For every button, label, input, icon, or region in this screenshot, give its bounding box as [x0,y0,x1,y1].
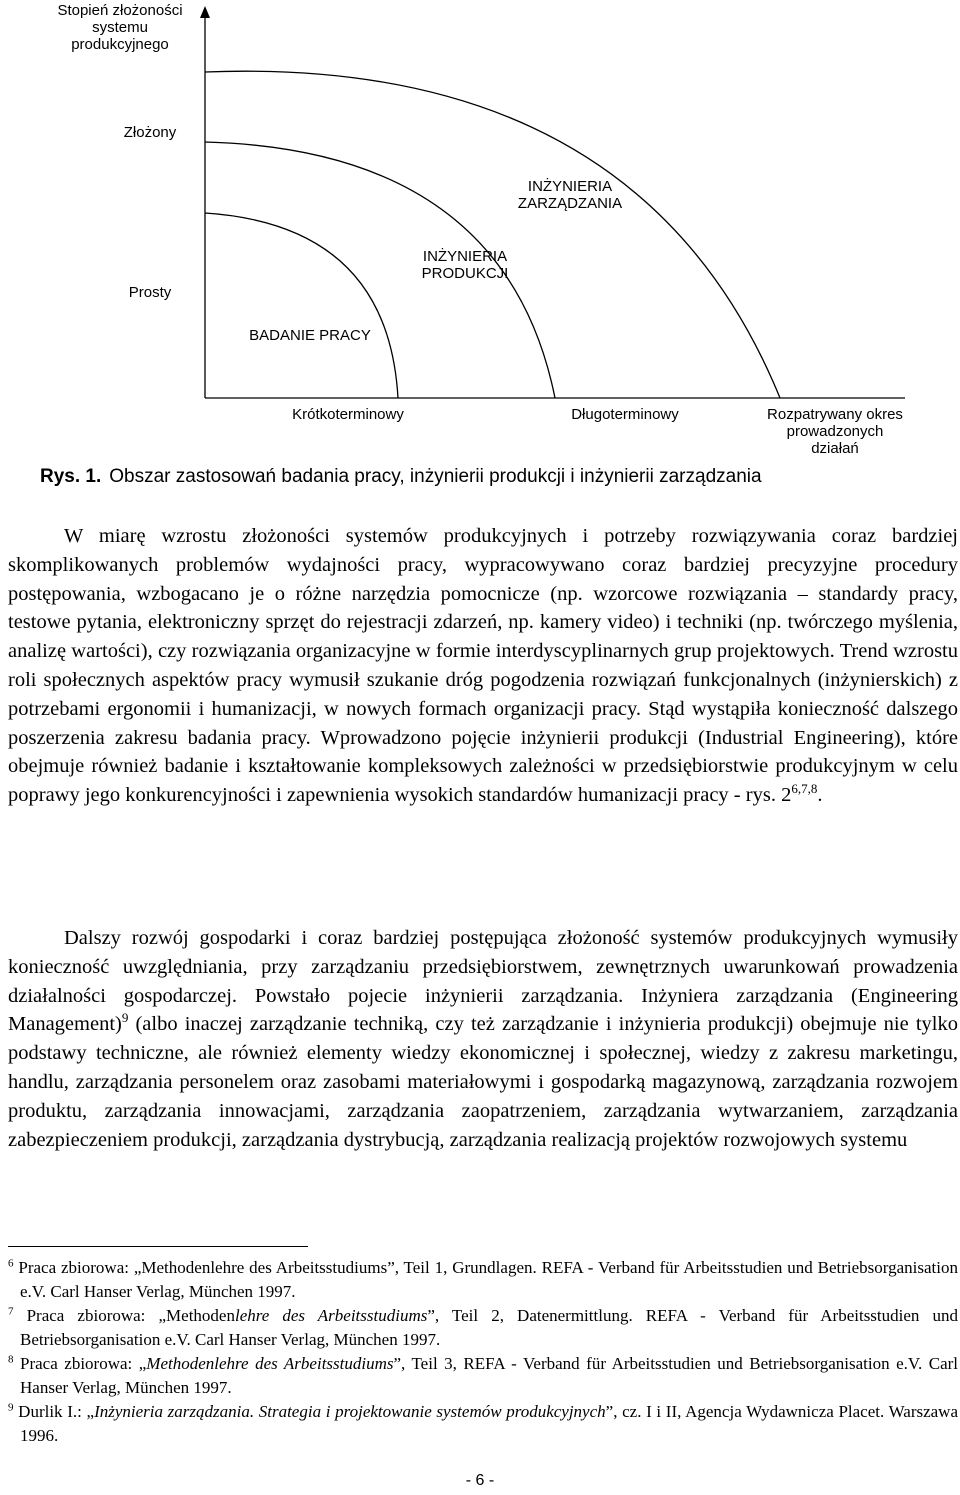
footnote-7 [8,1304,958,1352]
arc-outer [205,71,780,398]
area-outer-line2: ZARZĄDZANIA [517,195,623,212]
caption-text: Obszar zastosowań badania pracy, inżynierii produkcji i inżynierii zarządzania [109,466,762,487]
footnote-number: 9 [8,1401,14,1414]
y-level-low: Prosty [128,284,172,301]
footnote-italic: lehre des Arbeitsstudiums [234,1306,428,1325]
area-label-inzynieria-produkcji [395,248,535,282]
y-axis-arrow [200,6,210,18]
footnote-8 [8,1352,958,1400]
footnote-text: Praca zbiorowa: „ [20,1354,147,1373]
area-label-inzynieria-zarzadzania [490,178,650,212]
footnote-number: 7 [8,1305,14,1318]
x-axis-label-line3: działań [811,440,859,457]
footnotes [8,1256,958,1448]
x-axis-label-line1: Rozpatrywany okres [767,406,903,423]
footnote-italic: Inżynieria zarządzania. Strategia i projektowanie systemów produkcyjnych [94,1402,606,1421]
footnote-text: Praca zbiorowa: „Methoden [26,1306,235,1325]
x-axis-label [735,406,935,457]
footnote-number: 8 [8,1353,14,1366]
footnote-italic: Methodenlehre des Arbeitsstudiums [146,1354,394,1373]
footnote-text: Durlik I.: „ [18,1402,95,1421]
paragraph-1-text: W miarę wzrostu złożoności systemów produkcyjnych i potrzeby rozwiązywania coraz bardziej skomplikowanych problemów wydajności pracy, wypracowywano coraz bardziej precyzyjne procedury postępowania, wzbogacano je o różne narzędzia pomocnicze (np. wzorcowe rozwiązania – standardy pracy, testowe pytania, elektroniczny sprzęt do rejestracji zdarzeń, np. kamery video) i techniki (np. twórczego myślenia, analizę wartości), czy rozwiązania organizacyjne w formie interdyscyplinarnych grup projektowych. Trend wzrostu roli społecznych aspektów pracy wymusił szukanie dróg pogodzenia rozwiązań funkcjonalnych (inżynierskich) z potrzebami ergonomii i humanizacji, w nowych formach organizacji pracy. Stąd wystąpiła konieczność dalszego poszerzenia zakresu badania pracy. Wprowadzono pojęcie inżynierii produkcji (Industrial Engineering), które obejmuje również badanie i kształtowanie kompleksowych zależności w przedsiębiorstwie produkcyjnym w celu poprawy jego konkurencyjności i zapewnienia wysokich standardów humanizacji pracy - rys. 2 [8,525,958,807]
paragraph-2-part2: (albo inaczej zarządzanie techniką, czy też zarządzanie i inżynieria produkcji) obejmuje nie tylko podstawy techniczne, ale również elementy wiedzy ekonomicznej i społecznej, wiedzy z zakresu marketingu, handlu, zarządzania personelem oraz zasobami materiałowymi i gospodarką magazynową, zarządzania rozwojem produktu, zarządzania innowacjami, zarządzania zaopatrzeniem, zarządzania wytwarzaniem, zarządzania zabezpieczeniem produkcji, zarządzania dystrybucją, zarządzania realizacją projektów rozwojowych systemu [8,1013,958,1151]
paragraph-1-refs: 6,7,8 [791,781,818,797]
footnote-text: Praca zbiorowa: „Methodenlehre des Arbeitsstudiums”, Teil 1, Grundlagen. REFA - Verband für Arbeitsstudien und Betriebsorganisation e.V. Carl Hanser Verlag, München 1997. [18,1258,959,1301]
x-label-short: Krótkoterminowy [292,406,404,423]
footnote-text-end: ”, Teil 2, Datenermittlung. REFA - Verband für Arbeitsstudien und Betriebsorganisation e.V. Carl Hanser Verlag, München 1997. [20,1306,959,1349]
caption-number: Rys. 1. [40,466,102,487]
paragraph-1 [8,522,958,810]
y-axis-label [40,2,200,53]
y-axis-label-line2: systemu [92,19,148,36]
x-axis-label-line2: prowadzonych [786,423,884,440]
figure-axes-and-arcs [0,0,960,465]
area-middle-line1: INŻYNIERIA [422,248,508,265]
figure-caption [40,466,762,488]
footnote-text-end: ”, Teil 3, REFA - Verband für Arbeitsstudien und Betriebsorganisation e.V. Carl Hanser Verlag, München 1997. [20,1354,959,1397]
footnote-9 [8,1400,958,1448]
y-level-high: Złożony [123,124,177,141]
footnote-separator [8,1246,308,1247]
y-axis-label-line1: Stopień złożoności [57,2,183,19]
area-outer-line1: INŻYNIERIA [527,178,613,195]
arc-inner [205,213,398,398]
paragraph-2-part1: Dalszy rozwój gospodarki i coraz bardziej postępująca złożoność systemów produkcyjnych wymusiły konieczność uwzględniania, przy zarządzaniu przedsiębiorstwem, zewnętrznych uwarunkowań prowadzenia działalności gospodarczej. Powstało pojecie inżynierii zarządzania. Inżyniera zarządzania (Engineering Management) [8,927,958,1036]
footnote-6 [8,1256,958,1304]
x-label-long: Długoterminowy [571,406,679,423]
paragraph-1-end: . [817,784,823,807]
footnote-number: 6 [8,1257,14,1270]
area-middle-line2: PRODUKCJI [421,265,509,282]
paragraph-2-ref: 9 [121,1010,129,1026]
figure-area-diagram [0,0,960,465]
y-axis-label-line3: produkcyjnego [71,36,169,53]
footnote-text-end: ”, cz. I i II, Agencja Wydawnicza Placet. Warszawa 1996. [20,1402,959,1445]
area-label-badanie-pracy: BADANIE PRACY [249,327,371,344]
paragraph-2 [8,924,958,1154]
page-number: - 6 - [465,1472,495,1489]
